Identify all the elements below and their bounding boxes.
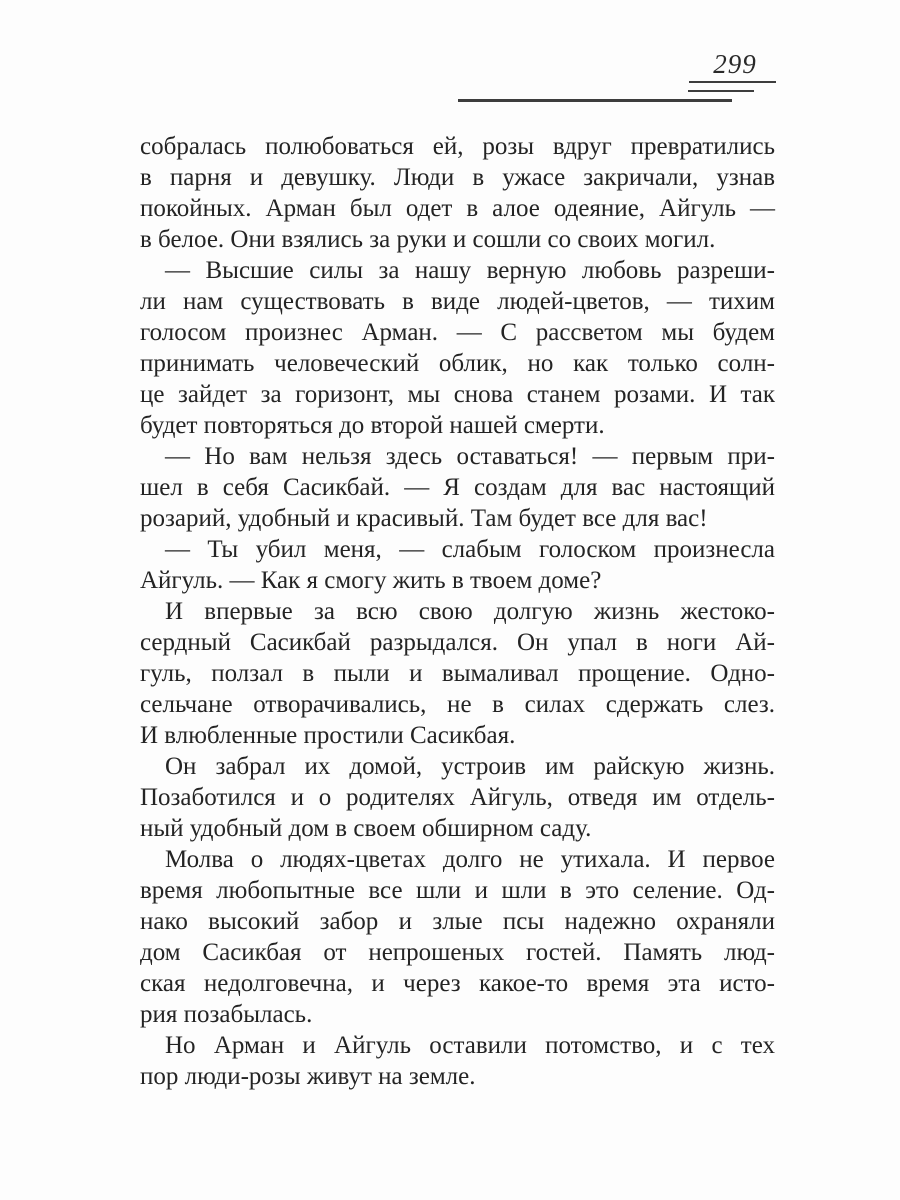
text-line: — Высшие силы за нашу верную любовь разреши- (165, 257, 775, 284)
text-line: принимать человеческий облик, но как только солн- (140, 350, 775, 377)
text-line: в парня и девушку. Люди в ужасе закричали, узнав (140, 164, 775, 191)
text-line: розарий, удобный и красивый. Там будет все для вас! (140, 505, 708, 532)
text-line: — Но вам нельзя здесь оставаться! — первым при- (165, 443, 775, 470)
text-line: сердный Сасикбай разрыдался. Он упал в ноги Ай- (140, 629, 775, 656)
text-line: ская недолговечна, и через какое-то время эта исто- (140, 970, 775, 997)
text-line: в белое. Они взялись за руки и сошли со своих могил. (140, 226, 716, 253)
text-line: собралась полюбоваться ей, розы вдруг превратились (140, 133, 775, 160)
text-line: Он забрал их домой, устроив им райскую жизнь. (165, 753, 775, 780)
text-line: будет повторяться до второй нашей смерти. (140, 412, 605, 439)
body-text (140, 131, 775, 1092)
text-line: время любопытные все шли и шли в это селение. Од- (140, 877, 775, 904)
header-rule-long (458, 99, 732, 102)
text-line: нако высокий забор и злые псы надежно охраняли (140, 908, 775, 935)
text-line: гуль, ползал в пыли и вымаливал прощение. Одно- (140, 660, 775, 687)
text-line: Айгуль. — Как я смогу жить в твоем доме? (140, 567, 602, 594)
text-line: ный удобный дом в своем обширном саду. (140, 815, 592, 842)
text-line: Молва о людях-цветах долго не утихала. И первое (165, 846, 775, 873)
header-rule-short-top (689, 81, 776, 83)
text-line: рия позабылась. (140, 1001, 313, 1028)
text-line: дом Сасикбая от непрошеных гостей. Память люд- (140, 939, 775, 966)
text-line: И впервые за всю свою долгую жизнь жестоко- (165, 598, 775, 625)
text-line: покойных. Арман был одет в алое одеяние, Айгуль — (140, 195, 775, 222)
text-line: Но Арман и Айгуль оставили потомство, и с тех (165, 1032, 775, 1059)
text-line: И влюбленные простили Сасикбая. (140, 722, 516, 749)
text-line: шел в себя Сасикбай. — Я создам для вас настоящий (140, 474, 775, 501)
text-line: голосом произнес Арман. — С рассветом мы будем (140, 319, 775, 346)
page-number: 299 (713, 49, 757, 79)
text-line: ли нам существовать в виде людей-цветов, — тихим (140, 288, 775, 315)
text-line: — Ты убил меня, — слабым голоском произнесла (165, 536, 775, 563)
text-line: сельчане отворачивались, не в силах сдержать слез. (140, 691, 775, 718)
text-line: Позаботился и о родителях Айгуль, отведя им отдель- (140, 784, 775, 811)
header-rule-short-bottom (688, 90, 754, 92)
text-line: пор люди-розы живут на земле. (140, 1063, 476, 1090)
text-line: це зайдет за горизонт, мы снова станем розами. И так (140, 381, 775, 408)
